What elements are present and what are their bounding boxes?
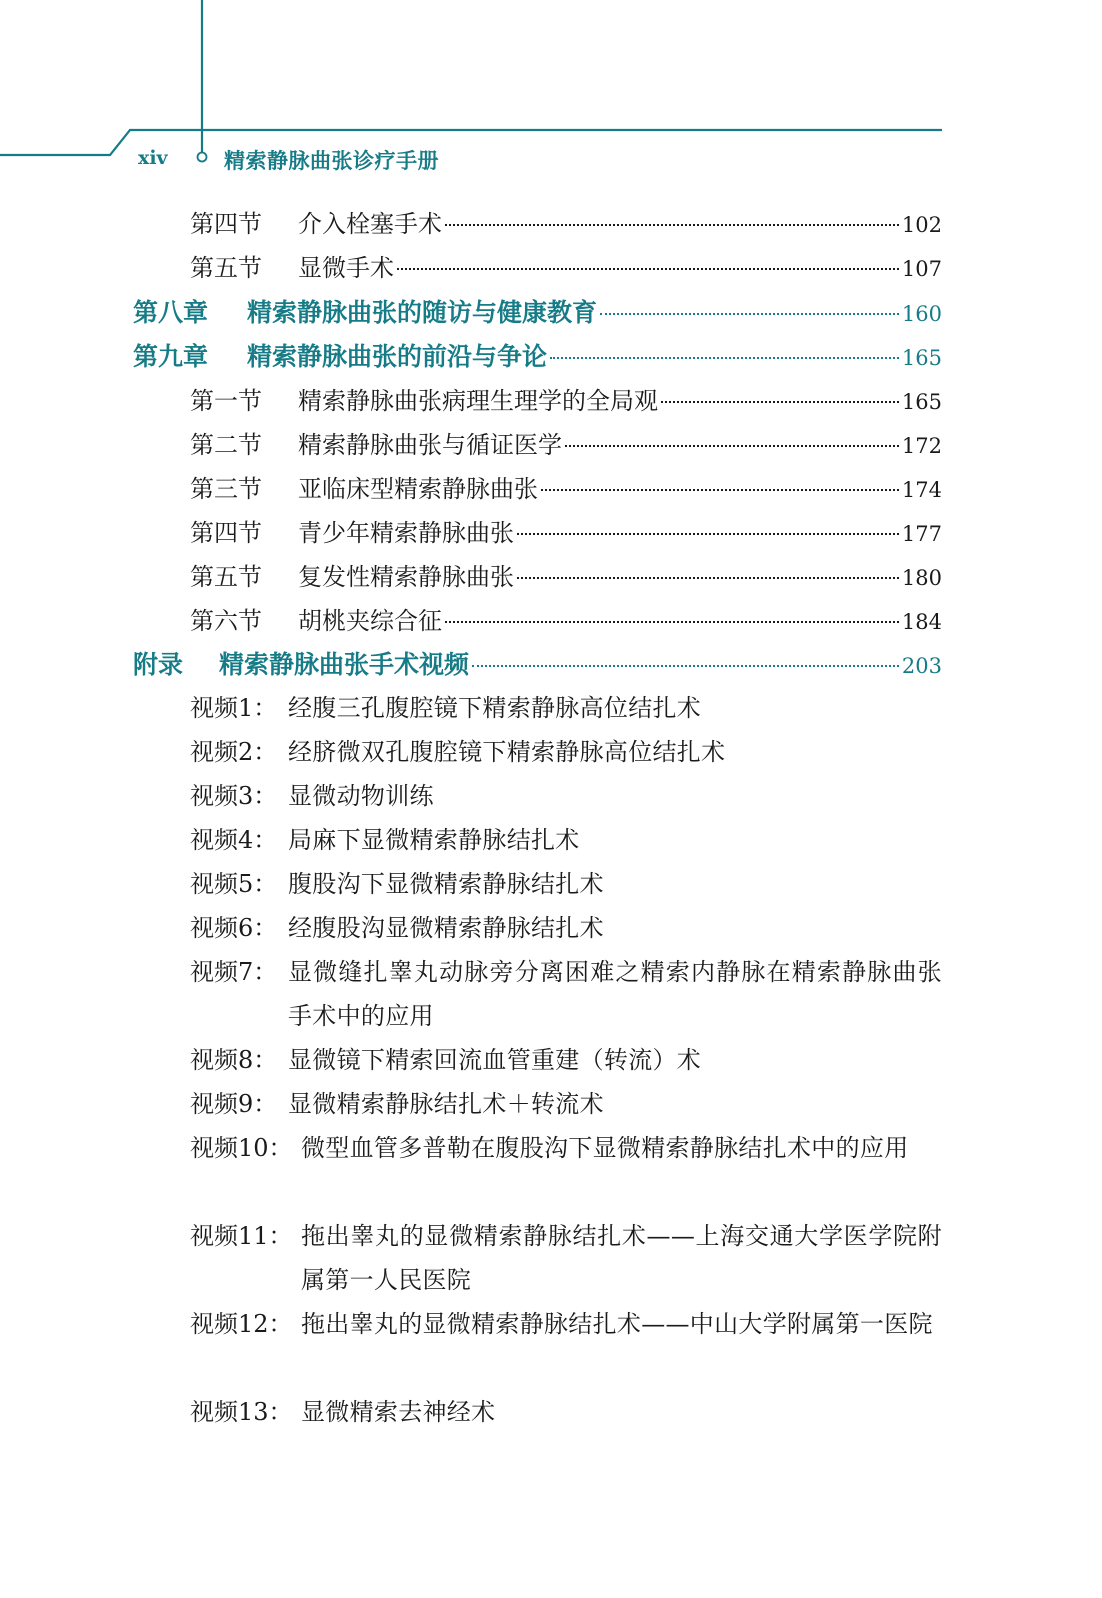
video-title: 拖出睾丸的显微精索静脉结扎术——上海交通大学医学院附属第一人民医院 [301,1222,942,1294]
toc-number: 第四节 [190,210,262,238]
toc-page: 177 [901,522,942,546]
video-list-item[interactable] [190,906,942,950]
toc-section-entry[interactable] [190,469,942,503]
dot-leader [661,401,899,403]
dot-leader [517,533,899,535]
video-title: 经腹股沟显微精索静脉结扎术 [288,914,604,942]
video-list-item[interactable] [190,730,942,774]
dot-leader [445,224,899,226]
toc-chapter-entry[interactable] [133,337,942,371]
book-title: 精索静脉曲张诊疗手册 [224,149,439,173]
page-number: xiv [138,147,168,169]
dot-leader [445,621,899,623]
toc-page: 107 [901,257,942,281]
toc-number: 附录 [133,650,184,679]
toc-page: 174 [901,478,942,502]
toc-number: 第四节 [190,519,262,547]
toc-section-entry[interactable] [190,557,942,591]
video-title: 腹股沟下显微精索静脉结扎术 [288,870,604,898]
video-label: 视频10： [190,1134,293,1162]
video-list-item[interactable] [190,774,942,818]
toc-number: 第八章 [133,298,209,327]
video-title: 显微缝扎睾丸动脉旁分离困难之精索内静脉在精索静脉曲张手术中的应用 [288,958,942,1030]
video-title: 经腹三孔腹腔镜下精索静脉高位结扎术 [288,694,702,722]
toc-title: 精索静脉曲张的随访与健康教育 [247,298,598,327]
dot-leader [472,665,899,667]
toc-number: 第二节 [190,431,262,459]
toc-number: 第五节 [190,563,262,591]
toc-title: 亚临床型精索静脉曲张 [298,475,538,503]
toc-page: 165 [901,390,942,414]
video-title: 拖出睾丸的显微精索静脉结扎术——中山大学附属第一医院 [301,1310,933,1338]
toc-number: 第五节 [190,254,262,282]
toc-chapter-entry[interactable] [133,293,942,327]
video-label: 视频3： [190,782,278,810]
toc-page: 102 [901,213,942,237]
toc-section-entry[interactable] [190,513,942,547]
video-title: 经脐微双孔腹腔镜下精索静脉高位结扎术 [288,738,726,766]
toc-number: 第九章 [133,342,209,371]
dot-leader [600,313,899,315]
toc-page: 160 [901,302,942,326]
toc-page: 165 [901,346,942,370]
toc-appendix-entry[interactable] [133,645,942,679]
video-title: 微型血管多普勒在腹股沟下显微精索静脉结扎术中的应用 [301,1134,909,1162]
video-list-item[interactable] [190,686,942,730]
toc-title: 介入栓塞手术 [298,210,442,238]
toc-section-entry[interactable] [190,425,942,459]
video-label: 视频9： [190,1090,278,1118]
video-list-item[interactable] [190,862,942,906]
dot-leader [565,445,899,447]
video-list-item[interactable] [190,1038,942,1082]
header-bullet-icon [198,153,207,162]
toc-title: 精索静脉曲张手术视频 [219,650,470,679]
video-list-item[interactable] [190,1126,942,1170]
toc-title: 复发性精索静脉曲张 [298,563,514,591]
toc-section-entry[interactable] [190,248,942,282]
dot-leader [397,268,899,270]
video-title: 局麻下显微精索静脉结扎术 [288,826,580,854]
video-label: 视频2： [190,738,278,766]
header-decoration [0,0,1102,200]
toc-number: 第三节 [190,475,262,503]
toc-page: 180 [901,566,942,590]
toc-section-entry[interactable] [190,381,942,415]
video-list-item[interactable] [190,950,942,1038]
toc-title: 显微手术 [298,254,394,282]
video-title: 显微镜下精索回流血管重建（转流）术 [288,1046,702,1074]
toc-title: 精索静脉曲张与循证医学 [298,431,562,459]
video-title: 显微精索去神经术 [301,1398,496,1426]
toc-page: 184 [901,610,942,634]
video-label: 视频4： [190,826,278,854]
toc-page: 172 [901,434,942,458]
video-label: 视频13： [190,1398,293,1426]
video-title: 显微动物训练 [288,782,434,810]
toc-number: 第一节 [190,387,262,415]
video-label: 视频5： [190,870,278,898]
dot-leader [550,357,899,359]
video-list-item[interactable] [190,1214,942,1302]
video-label: 视频11： [190,1222,293,1250]
toc-title: 胡桃夹综合征 [298,607,442,635]
toc-title: 精索静脉曲张病理生理学的全局观 [298,387,658,415]
toc-title: 精索静脉曲张的前沿与争论 [247,342,548,371]
dot-leader [541,489,899,491]
dot-leader [517,577,899,579]
toc-page: 203 [901,654,942,678]
video-list-item[interactable] [190,1082,942,1126]
video-title: 显微精索静脉结扎术＋转流术 [288,1090,604,1118]
toc-number: 第六节 [190,607,262,635]
video-list-item[interactable] [190,1302,942,1346]
video-label: 视频8： [190,1046,278,1074]
video-label: 视频1： [190,694,278,722]
toc-section-entry[interactable] [190,204,942,238]
toc-title: 青少年精索静脉曲张 [298,519,514,547]
video-label: 视频7： [190,958,278,986]
video-label: 视频12： [190,1310,293,1338]
video-label: 视频6： [190,914,278,942]
toc-section-entry[interactable] [190,601,942,635]
video-list-item[interactable] [190,1390,942,1434]
video-list-item[interactable] [190,818,942,862]
